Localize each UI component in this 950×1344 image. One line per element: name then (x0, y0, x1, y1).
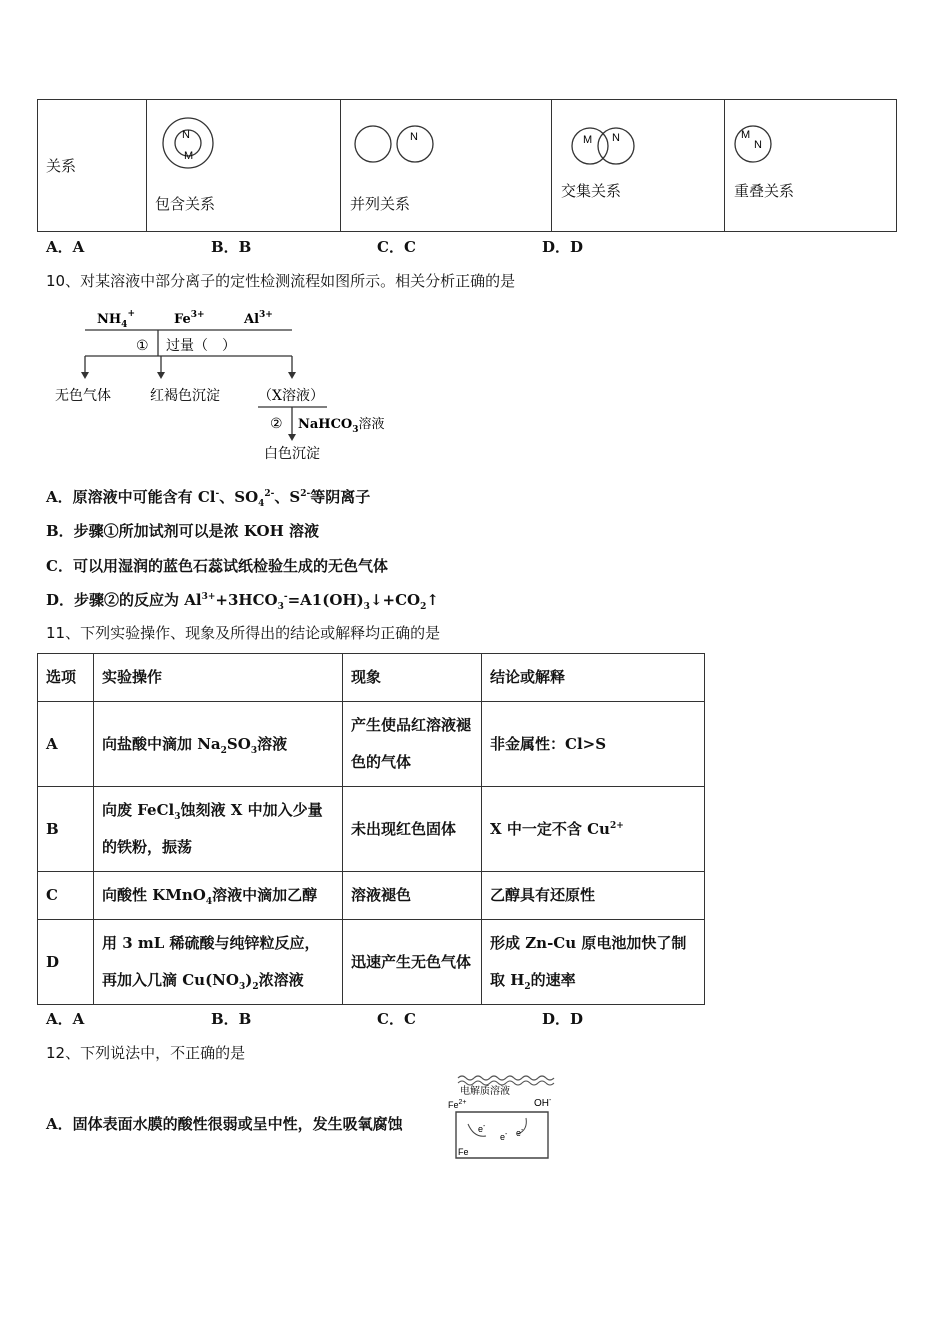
intersect-label-m: M (583, 134, 593, 146)
q9-option-d[interactable]: D．D (542, 238, 584, 256)
parallel-label-n: N (410, 131, 418, 143)
q11-option-a[interactable]: A．A (46, 1010, 85, 1028)
relation-header: 关系 (46, 157, 77, 175)
header-option: 选项 (38, 654, 94, 702)
q9-option-c[interactable]: C．C (377, 238, 416, 256)
contain-circles-icon (161, 116, 217, 172)
row-d-conclusion: 形成 Zn-Cu 原电池加快了制取 $H_2$的速率 (482, 920, 705, 1005)
relation-table (37, 99, 897, 232)
relation-cell-intersect (552, 100, 725, 232)
electron-label-1: e- (478, 1123, 486, 1134)
fe-ion-label: $Fe^{2+}$ (448, 1099, 467, 1110)
overlap-label-m: M (741, 129, 751, 141)
row-a-option: A (38, 702, 94, 787)
q10-option-c[interactable]: C．可以用湿润的蓝色石蕊试纸检验生成的无色气体 (46, 557, 388, 575)
q11-option-d[interactable]: D．D (542, 1010, 584, 1028)
contain-label-n: N (182, 129, 190, 141)
relation-cell-overlap (725, 100, 897, 232)
intersect-label: 交集关系 (561, 182, 622, 200)
oh-label: OH- (534, 1097, 552, 1109)
output-x-solution: （X溶液） (258, 388, 324, 404)
q12-option-a[interactable]: A．固体表面水膜的酸性很弱或呈中性，发生吸氧腐蚀 (46, 1115, 403, 1133)
intersect-label-n: N (612, 132, 620, 144)
parallel-label: 并列关系 (350, 195, 411, 213)
row-d-option: D (38, 920, 94, 1005)
final-white-precipitate: 白色沉淀 (264, 446, 320, 462)
table-row (38, 702, 705, 787)
table-row (38, 920, 705, 1005)
intersect-circles-icon (570, 126, 640, 168)
corrosion-figure (448, 1072, 558, 1162)
output-precipitate: 红褐色沉淀 (150, 388, 220, 404)
q11-stem: 11、下列实验操作、现象及所得出的结论或解释均正确的是 (46, 624, 441, 642)
ion-nh4: $NH_4^+$ (97, 309, 135, 330)
table-header-row (38, 654, 705, 702)
row-c-conclusion: 乙醇具有还原性 (482, 872, 705, 920)
overlap-label-n: N (754, 139, 762, 151)
step1-number: ① (136, 338, 149, 354)
electrolyte-label: 电解质溶液 (460, 1086, 510, 1097)
overlap-label: 重叠关系 (734, 182, 795, 200)
row-b-operation: 向废 FeCl$_3$蚀刻液 X 中加入少量的铁粉，振荡 (94, 787, 343, 872)
output-gas: 无色气体 (55, 388, 111, 404)
q9-option-a[interactable]: A．A (46, 238, 85, 256)
ion-fe3: $Fe^{3+}$ (174, 310, 205, 327)
row-a-conclusion: 非金属性：Cl>S (482, 702, 705, 787)
relation-cell-contain (147, 100, 341, 232)
header-phenomenon: 现象 (343, 654, 482, 702)
header-operation: 实验操作 (94, 654, 343, 702)
q11-option-b[interactable]: B．B (211, 1010, 252, 1028)
q10-flowchart (50, 304, 410, 464)
row-d-operation: 用 3 mL 稀硫酸与纯锌粒反应，再加入几滴 $Cu(NO_3)_2$浓溶液 (94, 920, 343, 1005)
header-conclusion: 结论或解释 (482, 654, 705, 702)
q10-option-a[interactable]: A．原溶液中可能含有 Cl-、$SO_4^{2-}$、$S^{2-}$等阴离子 (46, 488, 371, 509)
ion-al3: $Al^{3+}$ (244, 310, 273, 327)
step1-reagent: 过量（ ） (166, 338, 236, 354)
table-row (38, 872, 705, 920)
overlap-circles-icon (733, 124, 775, 166)
fe-metal-label: Fe (458, 1147, 469, 1157)
q10-option-b[interactable]: B．步骤①所加试剂可以是浓 KOH 溶液 (46, 522, 319, 540)
row-c-phenomenon: 溶液褪色 (343, 872, 482, 920)
q10-option-d[interactable]: D．步骤②的反应为 $Al^{3+}+3HCO_3^-=A1(OH)_3↓+CO_2↑$ (46, 591, 439, 612)
parallel-circles-icon (353, 124, 439, 166)
q9-option-b[interactable]: B．B (211, 238, 252, 256)
q11-option-c[interactable]: C．C (377, 1010, 416, 1028)
row-c-operation: 向酸性 KMnO$_4$溶液中滴加乙醇 (94, 872, 343, 920)
relation-cell-parallel (341, 100, 552, 232)
step2-number: ② (270, 416, 283, 432)
electron-label-3: e- (516, 1127, 524, 1138)
relation-header-cell (38, 100, 147, 232)
row-b-phenomenon: 未出现红色固体 (343, 787, 482, 872)
contain-label: 包含关系 (155, 195, 216, 213)
table-row (38, 787, 705, 872)
row-a-operation: 向盐酸中滴加 $Na_2SO_3$溶液 (94, 702, 343, 787)
q10-stem: 10、对某溶液中部分离子的定性检测流程如图所示。相关分析正确的是 (46, 272, 516, 290)
row-c-option: C (38, 872, 94, 920)
row-b-conclusion: X 中一定不含 $Cu^{2+}$ (482, 787, 705, 872)
experiment-table (37, 653, 705, 1005)
row-d-phenomenon: 迅速产生无色气体 (343, 920, 482, 1005)
q12-stem: 12、下列说法中，不正确的是 (46, 1044, 246, 1062)
electron-label-2: e- (500, 1131, 508, 1142)
contain-label-m: M (184, 150, 194, 162)
row-b-option: B (38, 787, 94, 872)
step2-reagent: NaHCO$_3$溶液 (298, 417, 385, 435)
row-a-phenomenon: 产生使品红溶液褪色的气体 (343, 702, 482, 787)
